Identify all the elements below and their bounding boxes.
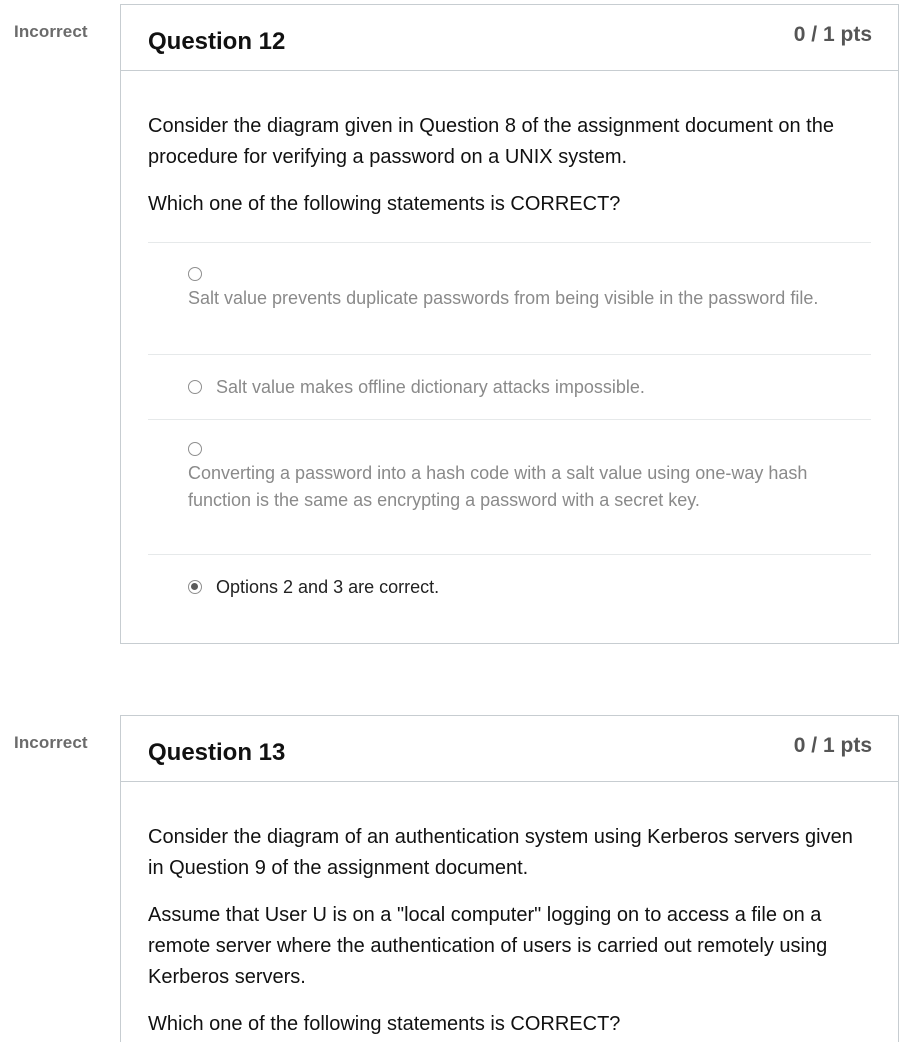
status-label: Incorrect — [14, 22, 88, 41]
question-text — [148, 111, 871, 220]
question-paragraph: Consider the diagram given in Question 8 of the assignment document on the procedure for verifying a password on a UNIX system. — [148, 115, 834, 168]
question-header — [121, 5, 898, 71]
status-label: Incorrect — [14, 733, 88, 752]
question-title: Question 12 — [148, 28, 286, 55]
question-points: 0 / 1 pts — [793, 734, 872, 757]
answer-label: Salt value prevents duplicate passwords from being visible in the password file. — [188, 288, 819, 308]
radio-button[interactable] — [188, 267, 202, 281]
answer-option-3[interactable] — [148, 420, 871, 555]
question-title: Question 13 — [148, 739, 286, 766]
question-card — [120, 715, 899, 1042]
answer-list — [148, 242, 871, 619]
question-body — [121, 782, 898, 1040]
answer-option-4[interactable] — [148, 555, 871, 619]
answer-option-1[interactable] — [148, 243, 871, 355]
radio-button-selected[interactable] — [188, 580, 202, 594]
question-points: 0 / 1 pts — [793, 23, 872, 46]
answer-label: Salt value makes offline dictionary attacks impossible. — [216, 376, 645, 397]
answer-label: Options 2 and 3 are correct. — [216, 576, 440, 597]
question-body — [121, 71, 898, 619]
answer-label: Converting a password into a hash code with a salt value using one-way hash function is the same as encrypting a password with a secret key. — [188, 463, 808, 510]
answer-option-2[interactable] — [148, 355, 871, 420]
question-paragraph: Which one of the following statements is CORRECT? — [148, 193, 621, 215]
question-paragraph: Assume that User U is on a "local computer" logging on to access a file on a remote server where the authentication of users is carried out remotely using Kerberos servers. — [148, 904, 828, 988]
question-header — [121, 716, 898, 782]
question-paragraph: Which one of the following statements is CORRECT? — [148, 1013, 621, 1035]
question-text — [148, 822, 871, 1040]
radio-button[interactable] — [188, 380, 202, 394]
question-paragraph: Consider the diagram of an authentication system using Kerberos servers given in Question 9 of the assignment document. — [148, 826, 853, 879]
question-card — [120, 4, 899, 644]
radio-button[interactable] — [188, 442, 202, 456]
